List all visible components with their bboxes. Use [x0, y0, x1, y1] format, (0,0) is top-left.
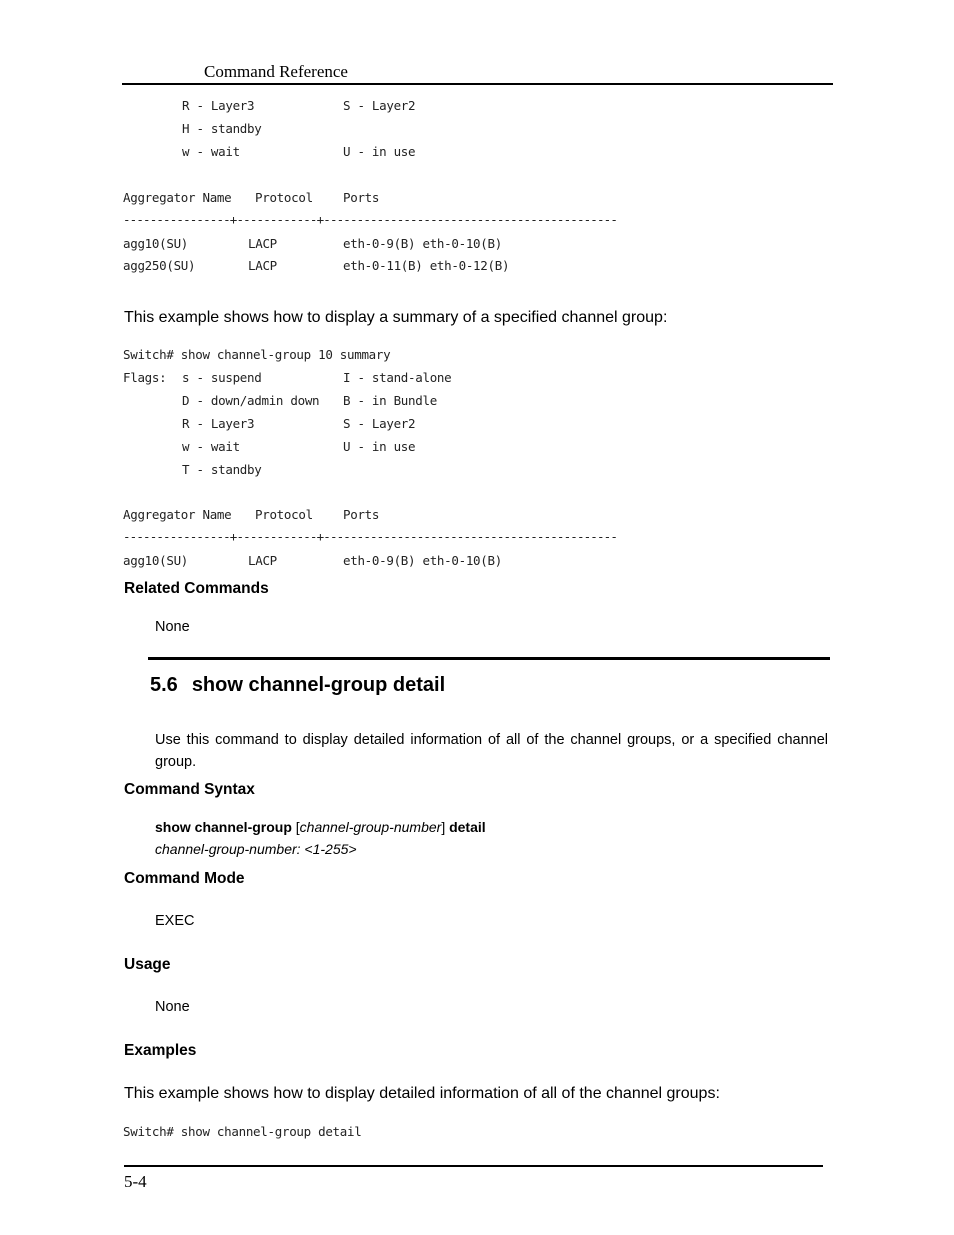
command-mode-heading: Command Mode: [124, 870, 245, 887]
syntax-line: [155, 819, 486, 835]
example-intro: This example shows how to display a summary of a specified channel group:: [124, 309, 668, 326]
flags-label: Flags:: [123, 370, 167, 385]
flag-s-layer2: S - Layer2: [343, 416, 416, 431]
flag-s: s - suspend: [182, 370, 262, 385]
command-mode-text: EXEC: [155, 913, 195, 929]
flag-s: S - Layer2: [343, 98, 416, 113]
flag-u: U - in use: [343, 144, 416, 159]
section-heading: [150, 674, 445, 697]
flag-i: I - stand-alone: [343, 370, 452, 385]
table-separator: ----------------+------------+--------------------------------------------: [123, 529, 617, 544]
usage-text: None: [155, 999, 190, 1015]
table-header-aggregator: Aggregator Name: [123, 507, 232, 522]
table-separator: ----------------+------------+--------------------------------------------: [123, 212, 617, 227]
footer-rule: [124, 1165, 823, 1167]
examples-heading: Examples: [124, 1042, 197, 1059]
table-row-1-protocol: LACP: [248, 553, 277, 568]
header-rule: [122, 83, 833, 85]
table-row-2-ports: eth-0-11(B) eth-0-12(B): [343, 258, 510, 273]
usage-heading: Usage: [124, 956, 171, 973]
command-syntax-heading: Command Syntax: [124, 781, 255, 798]
command-line: Switch# show channel-group 10 summary: [123, 347, 391, 362]
table-header-ports: Ports: [343, 507, 380, 522]
table-row-1-ports: eth-0-9(B) eth-0-10(B): [343, 553, 502, 568]
final-command: Switch# show channel-group detail: [123, 1124, 362, 1139]
flag-b: B - in Bundle: [343, 393, 437, 408]
table-header-aggregator: Aggregator Name: [123, 190, 232, 205]
section-description: Use this command to display detailed information of all of the channel groups, or a specified channel group.: [155, 732, 828, 770]
syntax-param-desc: channel-group-number: <1-255>: [155, 841, 357, 857]
section-number: 5.6: [150, 674, 178, 696]
related-commands-text: None: [155, 619, 190, 635]
table-row-1-protocol: LACP: [248, 236, 277, 251]
flag-w: w - wait: [182, 144, 240, 159]
flag-r: R - Layer3: [182, 416, 255, 431]
table-header-protocol: Protocol: [255, 507, 313, 522]
syntax-detail: detail: [449, 819, 486, 835]
flag-u: U - in use: [343, 439, 416, 454]
table-row-2-name: agg250(SU): [123, 258, 196, 273]
table-header-protocol: Protocol: [255, 190, 313, 205]
syntax-open-bracket: [: [291, 819, 300, 835]
flag-t: T - standby: [182, 462, 262, 477]
section-rule: [148, 657, 830, 660]
header-title: Command Reference: [204, 62, 348, 81]
flag-h: H - standby: [182, 121, 262, 136]
syntax-command: show channel-group: [155, 819, 292, 835]
related-commands-heading: Related Commands: [124, 580, 269, 597]
syntax-close-bracket: ]: [441, 819, 450, 835]
page-number: 5-4: [124, 1172, 147, 1191]
table-row-1-name: agg10(SU): [123, 553, 189, 568]
table-header-ports: Ports: [343, 190, 380, 205]
examples-text: This example shows how to display detailed information of all of the channel groups:: [124, 1085, 720, 1102]
syntax-param: channel-group-number: [299, 819, 442, 835]
table-row-2-protocol: LACP: [248, 258, 277, 273]
flag-w: w - wait: [182, 439, 240, 454]
table-row-1-name: agg10(SU): [123, 236, 189, 251]
table-row-1-ports: eth-0-9(B) eth-0-10(B): [343, 236, 502, 251]
flag-r: R - Layer3: [182, 98, 255, 113]
flag-d: D - down/admin down: [182, 393, 320, 408]
section-title: show channel-group detail: [191, 674, 446, 696]
